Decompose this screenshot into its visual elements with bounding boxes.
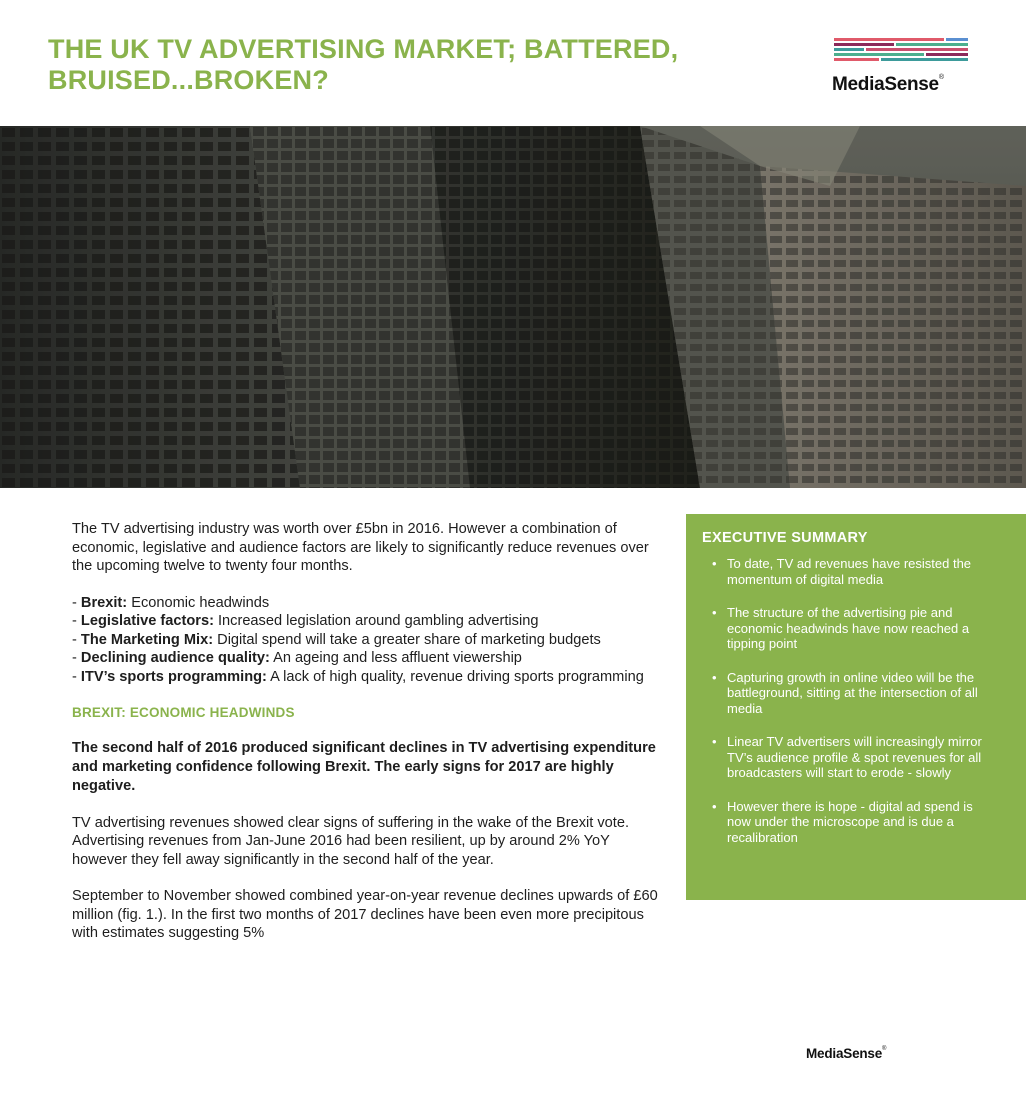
list-item-text: Increased legislation around gambling advertising (213, 613, 539, 629)
summary-item: • To date, TV ad revenues have resisted the momentum of digital media (712, 556, 972, 587)
summary-item: • Capturing growth in online video will be the battleground, sitting at the intersection of all media (712, 669, 978, 716)
summary-item: • Linear TV advertisers will increasingly mirror TV’s audience profile & spot revenues for all broadcasters will start to erode - slowly (712, 734, 982, 780)
list-item-text: An ageing and less affluent viewership (269, 650, 522, 666)
body-paragraph-1: TV advertising revenues showed clear signs of suffering in the wake of the Brexit vote. Advertising revenues from Jan-June 2016 had been resilient, up by around 2% YoY however they fell away significantly in the second half of the year. (72, 814, 630, 868)
bullet-icon: • (712, 669, 717, 685)
main-column (72, 520, 662, 943)
logo-stripes-icon (834, 38, 968, 62)
footer-logo (806, 1046, 886, 1061)
summary-list (702, 556, 1010, 845)
summary-item: • The structure of the advertising pie and economic headwinds have now reached a tipping point (712, 605, 970, 651)
hero-image-skyscrapers (0, 126, 1026, 488)
list-item: - Declining audience quality: An ageing and less affluent viewership (72, 650, 522, 666)
list-item-label: ITV’s sports programming: (80, 668, 267, 685)
logo-text: MediaSense (832, 74, 939, 95)
list-item-text: Economic headwinds (127, 594, 270, 611)
footer-registered-mark: ® (882, 1046, 887, 1052)
list-item: - The Marketing Mix: Digital spend will take a greater share of marketing budgets (72, 631, 601, 648)
list-item-label: Brexit: (80, 594, 128, 611)
list-item-text: A lack of high quality, revenue driving sports programming (266, 668, 644, 685)
logo-wordmark (832, 74, 944, 96)
lede-paragraph: The second half of 2016 produced significant declines in TV advertising expenditure and marketing confidence following Brexit. The early signs for 2017 are highly negative. (72, 739, 656, 794)
document-title (48, 34, 748, 96)
list-item: - Brexit: Economic headwinds (72, 594, 270, 611)
list-item-text: Digital spend will take a greater share of marketing budgets (213, 631, 601, 648)
title-line-2: BRUISED...BROKEN? (48, 65, 329, 95)
bullet-icon: • (712, 734, 717, 749)
skyscrapers-photo (0, 126, 1026, 488)
footer-logo-text: MediaSense (806, 1046, 883, 1061)
list-item-label: Legislative factors: (80, 613, 214, 629)
executive-summary-box (686, 514, 1026, 900)
bullet-icon: • (712, 605, 717, 620)
bullet-icon: • (712, 798, 717, 814)
section-heading: BREXIT: ECONOMIC HEADWINDS (72, 705, 295, 720)
logo-registered-mark: ® (938, 74, 944, 81)
summary-heading: EXECUTIVE SUMMARY (702, 530, 868, 546)
body-paragraph-2: September to November showed combined year-on-year revenue declines upwards of £60 million (fig. 1.). In the first two months of 2017 declines have been even more precipitous with estimates suggesting 5% (72, 888, 658, 941)
summary-item: • However there is hope - digital ad spend is now under the microscope and is due a recalibration (712, 798, 973, 845)
mediasense-logo (832, 38, 972, 94)
title-line-1: THE UK TV ADVERTISING MARKET; BATTERED, (48, 34, 679, 64)
list-item: - Legislative factors: Increased legislation around gambling advertising (72, 613, 539, 629)
list-item: - ITV’s sports programming: A lack of high quality, revenue driving sports programming (72, 668, 644, 685)
intro-paragraph: The TV advertising industry was worth over £5bn in 2016. However a combination of economic, legislative and audience factors are likely to significantly reduce revenues over the upcoming twelve to twenty four months. (72, 521, 649, 574)
list-item-label: Declining audience quality: (80, 650, 270, 666)
bullet-icon: • (712, 556, 717, 571)
factor-list (72, 594, 662, 687)
list-item-label: The Marketing Mix: (80, 631, 214, 648)
